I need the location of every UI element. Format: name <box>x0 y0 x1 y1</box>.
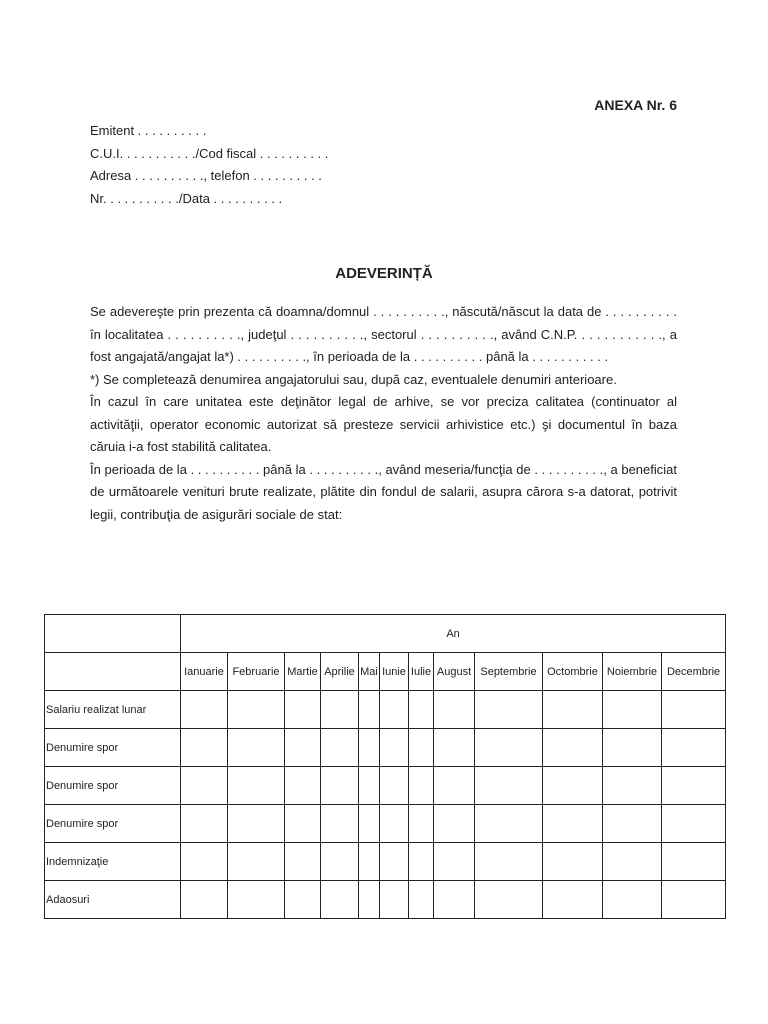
value-cell <box>380 843 409 881</box>
value-cell <box>228 805 285 843</box>
value-cell <box>380 691 409 729</box>
month-header: Iulie <box>409 653 434 691</box>
value-cell <box>475 805 543 843</box>
value-cell <box>434 843 475 881</box>
table-row <box>45 881 726 919</box>
value-cell <box>603 691 662 729</box>
month-header: Februarie <box>228 653 285 691</box>
value-cell <box>181 881 228 919</box>
value-cell <box>409 843 434 881</box>
month-header: Aprilie <box>321 653 359 691</box>
table-corner-cell <box>45 653 181 691</box>
value-cell <box>662 805 726 843</box>
month-header: Ianuarie <box>181 653 228 691</box>
issuer-line: Nr. . . . . . . . . . ./Data . . . . . . . . . . <box>90 190 283 206</box>
value-cell <box>434 805 475 843</box>
document-title: ADEVERINȚĂ <box>335 265 433 282</box>
value-cell <box>359 843 380 881</box>
value-cell <box>603 805 662 843</box>
value-cell <box>321 729 359 767</box>
value-cell <box>475 729 543 767</box>
year-header: An <box>181 615 726 653</box>
value-cell <box>543 729 603 767</box>
value-cell <box>321 843 359 881</box>
month-header: Decembrie <box>662 653 726 691</box>
value-cell <box>321 691 359 729</box>
month-header: Martie <box>285 653 321 691</box>
row-label: Salariu realizat lunar <box>45 691 181 729</box>
body-paragraph: În perioada de la . . . . . . . . . . până la . . . . . . . . . ., având meseria/funcţia de . . . . . . . . . ., a beneficiat de următoarele venituri brute realizate, plătite din fondul de salarii, asupra cărora s-a datorat, potrivit legii, contribuţia de asigurări sociale de stat: <box>90 461 677 522</box>
value-cell <box>603 881 662 919</box>
value-cell <box>409 805 434 843</box>
value-cell <box>181 843 228 881</box>
value-cell <box>181 767 228 805</box>
month-header: Noiembrie <box>603 653 662 691</box>
value-cell <box>228 881 285 919</box>
value-cell <box>228 767 285 805</box>
value-cell <box>662 767 726 805</box>
value-cell <box>603 729 662 767</box>
value-cell <box>409 767 434 805</box>
value-cell <box>359 805 380 843</box>
value-cell <box>409 881 434 919</box>
month-header: August <box>434 653 475 691</box>
value-cell <box>380 729 409 767</box>
value-cell <box>662 691 726 729</box>
footnote-paragraph: *) Se completează denumirea angajatorului sau, după caz, eventualele denumiri anterioare. <box>90 371 617 387</box>
value-cell <box>359 881 380 919</box>
value-cell <box>475 767 543 805</box>
annex-title: ANEXA Nr. 6 <box>594 97 677 113</box>
value-cell <box>181 729 228 767</box>
value-cell <box>434 729 475 767</box>
table-row <box>45 805 726 843</box>
value-cell <box>359 767 380 805</box>
value-cell <box>409 729 434 767</box>
value-cell <box>228 691 285 729</box>
row-label: Denumire spor <box>45 805 181 843</box>
table-row <box>45 729 726 767</box>
value-cell <box>285 881 321 919</box>
value-cell <box>409 691 434 729</box>
value-cell <box>543 881 603 919</box>
issuer-block <box>90 120 328 210</box>
value-cell <box>285 691 321 729</box>
value-cell <box>380 881 409 919</box>
value-cell <box>475 881 543 919</box>
issuer-line: Adresa . . . . . . . . . ., telefon . . . . . . . . . . <box>90 168 322 183</box>
value-cell <box>475 691 543 729</box>
month-header: Iunie <box>380 653 409 691</box>
row-label: Denumire spor <box>45 729 181 767</box>
value-cell <box>321 767 359 805</box>
row-label: Indemnizaţie <box>45 843 181 881</box>
issuer-line: C.U.I. . . . . . . . . . ./Cod fiscal . . . . . . . . . . <box>90 145 329 161</box>
month-header: Mai <box>359 653 380 691</box>
table-row <box>45 767 726 805</box>
value-cell <box>228 843 285 881</box>
certificate-body <box>90 301 677 526</box>
value-cell <box>543 805 603 843</box>
value-cell <box>603 843 662 881</box>
table-row <box>45 843 726 881</box>
value-cell <box>285 729 321 767</box>
value-cell <box>321 805 359 843</box>
row-label: Adaosuri <box>45 881 181 919</box>
income-table <box>44 614 726 919</box>
value-cell <box>359 691 380 729</box>
value-cell <box>181 805 228 843</box>
value-cell <box>475 843 543 881</box>
value-cell <box>603 767 662 805</box>
body-paragraph: În cazul în care unitatea este deţinător legal de arhive, se vor preciza calitatea (continuator al activităţii, operator economic autorizat să presteze servicii arhivistice etc.) şi documentul în baza căruia i-a fost stabilită calitatea. <box>90 394 677 454</box>
value-cell <box>662 881 726 919</box>
value-cell <box>543 767 603 805</box>
value-cell <box>543 843 603 881</box>
value-cell <box>359 729 380 767</box>
value-cell <box>285 843 321 881</box>
value-cell <box>321 881 359 919</box>
value-cell <box>434 881 475 919</box>
value-cell <box>380 767 409 805</box>
value-cell <box>543 691 603 729</box>
table-corner-cell <box>45 615 181 653</box>
value-cell <box>662 729 726 767</box>
value-cell <box>434 691 475 729</box>
value-cell <box>434 767 475 805</box>
month-header: Septembrie <box>475 653 543 691</box>
value-cell <box>181 691 228 729</box>
month-header: Octombrie <box>543 653 603 691</box>
value-cell <box>662 843 726 881</box>
row-label: Denumire spor <box>45 767 181 805</box>
issuer-line: Emitent . . . . . . . . . . <box>90 123 207 138</box>
value-cell <box>285 805 321 843</box>
value-cell <box>380 805 409 843</box>
table-row <box>45 691 726 729</box>
value-cell <box>285 767 321 805</box>
body-paragraph: Se adevereşte prin prezenta că doamna/domnul . . . . . . . . . ., născută/născut la data de . . . . . . . . . . în localitatea . . . . . . . . . ., judeţul . . . . . . . . . ., sectorul . . . . . . . . . ., având C.N.P. . . . . . . . . . . ., a fost angajată/angajat la*) . . . . . . . . . ., în perioada de la . . . . . . . . . . până la . . . . . . . . . . . <box>90 304 677 364</box>
value-cell <box>228 729 285 767</box>
